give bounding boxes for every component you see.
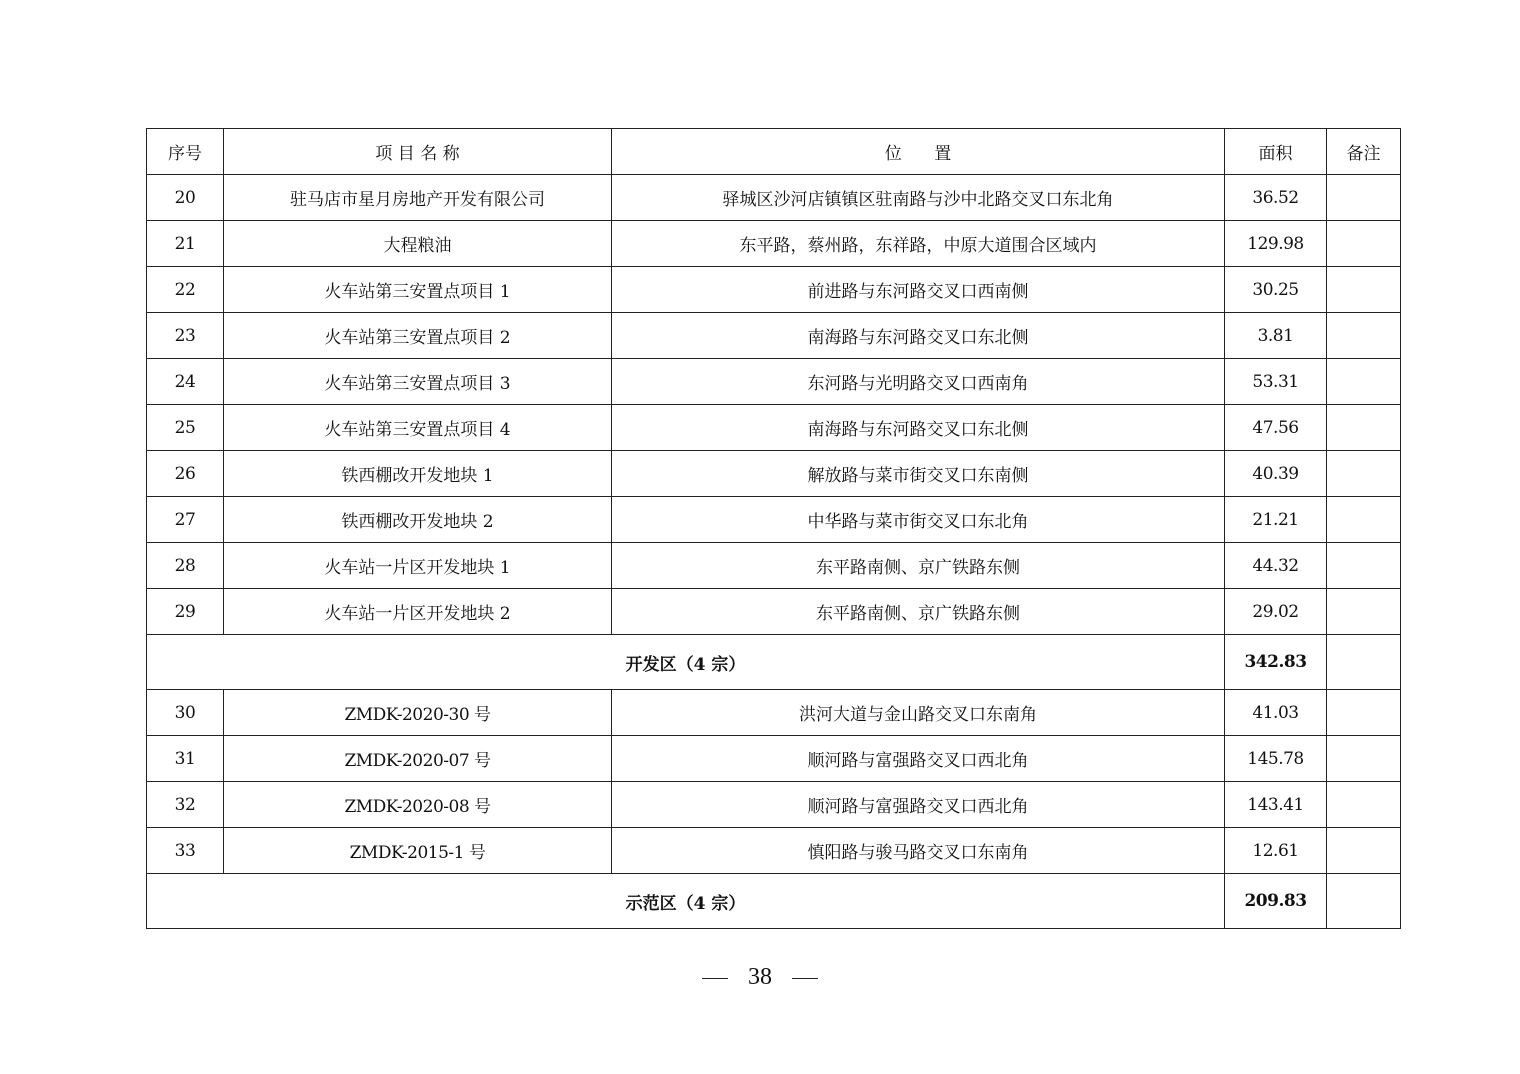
subtotal-label: 开发区（4 宗） — [147, 635, 1225, 690]
cell-remark — [1327, 782, 1401, 828]
header-name: 项 目 名 称 — [224, 129, 612, 175]
footer-dash-right — [792, 978, 818, 979]
cell-area: 3.81 — [1225, 313, 1327, 359]
cell-remark — [1327, 736, 1401, 782]
cell-name: 火车站第三安置点项目 3 — [224, 359, 612, 405]
cell-location: 中华路与菜市街交叉口东北角 — [612, 497, 1225, 543]
cell-seq: 20 — [147, 175, 224, 221]
table-row — [147, 221, 1401, 267]
cell-seq: 23 — [147, 313, 224, 359]
cell-location: 前进路与东河路交叉口西南侧 — [612, 267, 1225, 313]
table-header-row — [147, 129, 1401, 175]
cell-remark — [1327, 359, 1401, 405]
cell-remark — [1327, 690, 1401, 736]
cell-seq: 24 — [147, 359, 224, 405]
cell-location: 东平路南侧、京广铁路东侧 — [612, 589, 1225, 635]
table-row — [147, 497, 1401, 543]
cell-location: 东河路与光明路交叉口西南角 — [612, 359, 1225, 405]
cell-name: ZMDK-2015-1 号 — [224, 828, 612, 874]
footer-dash-left — [702, 978, 728, 979]
cell-name: 火车站第三安置点项目 1 — [224, 267, 612, 313]
header-location: 位 置 — [612, 129, 1225, 175]
subtotal-label: 示范区（4 宗） — [147, 874, 1225, 929]
header-seq: 序号 — [147, 129, 224, 175]
cell-name: 驻马店市星月房地产开发有限公司 — [224, 175, 612, 221]
cell-location: 洪河大道与金山路交叉口东南角 — [612, 690, 1225, 736]
cell-area: 145.78 — [1225, 736, 1327, 782]
cell-location: 驿城区沙河店镇镇区驻南路与沙中北路交叉口东北角 — [612, 175, 1225, 221]
cell-area: 36.52 — [1225, 175, 1327, 221]
cell-area: 29.02 — [1225, 589, 1327, 635]
table-row — [147, 313, 1401, 359]
table-row — [147, 267, 1401, 313]
cell-remark — [1327, 267, 1401, 313]
cell-seq: 30 — [147, 690, 224, 736]
cell-seq: 33 — [147, 828, 224, 874]
land-table — [146, 128, 1401, 929]
cell-name: 火车站第三安置点项目 4 — [224, 405, 612, 451]
cell-area: 47.56 — [1225, 405, 1327, 451]
cell-area: 41.03 — [1225, 690, 1327, 736]
cell-name: 火车站一片区开发地块 1 — [224, 543, 612, 589]
header-area: 面积 — [1225, 129, 1327, 175]
subtotal-row-demonstration-zone — [147, 874, 1401, 929]
cell-area: 44.32 — [1225, 543, 1327, 589]
cell-seq: 21 — [147, 221, 224, 267]
cell-seq: 27 — [147, 497, 224, 543]
cell-location: 南海路与东河路交叉口东北侧 — [612, 405, 1225, 451]
table-row — [147, 828, 1401, 874]
cell-name: 铁西棚改开发地块 1 — [224, 451, 612, 497]
cell-area: 12.61 — [1225, 828, 1327, 874]
cell-name: 火车站一片区开发地块 2 — [224, 589, 612, 635]
cell-area: 143.41 — [1225, 782, 1327, 828]
subtotal-remark — [1327, 635, 1401, 690]
cell-remark — [1327, 828, 1401, 874]
cell-seq: 29 — [147, 589, 224, 635]
table-row — [147, 405, 1401, 451]
cell-remark — [1327, 175, 1401, 221]
subtotal-remark — [1327, 874, 1401, 929]
cell-name: ZMDK-2020-30 号 — [224, 690, 612, 736]
cell-seq: 26 — [147, 451, 224, 497]
cell-remark — [1327, 313, 1401, 359]
cell-seq: 28 — [147, 543, 224, 589]
cell-area: 40.39 — [1225, 451, 1327, 497]
table-row — [147, 736, 1401, 782]
table-row — [147, 359, 1401, 405]
table-row — [147, 543, 1401, 589]
cell-area: 129.98 — [1225, 221, 1327, 267]
header-remark: 备注 — [1327, 129, 1401, 175]
cell-seq: 31 — [147, 736, 224, 782]
cell-name: 火车站第三安置点项目 2 — [224, 313, 612, 359]
cell-location: 顺河路与富强路交叉口西北角 — [612, 736, 1225, 782]
cell-area: 53.31 — [1225, 359, 1327, 405]
cell-location: 南海路与东河路交叉口东北侧 — [612, 313, 1225, 359]
cell-name: 铁西棚改开发地块 2 — [224, 497, 612, 543]
subtotal-area: 209.83 — [1225, 874, 1327, 929]
cell-seq: 22 — [147, 267, 224, 313]
cell-location: 解放路与菜市街交叉口东南侧 — [612, 451, 1225, 497]
cell-remark — [1327, 405, 1401, 451]
cell-location: 东平路南侧、京广铁路东侧 — [612, 543, 1225, 589]
cell-seq: 25 — [147, 405, 224, 451]
page-number: 38 — [748, 964, 772, 990]
table-row — [147, 589, 1401, 635]
cell-remark — [1327, 451, 1401, 497]
cell-area: 30.25 — [1225, 267, 1327, 313]
cell-remark — [1327, 497, 1401, 543]
cell-location: 东平路，蔡州路，东祥路，中原大道围合区域内 — [612, 221, 1225, 267]
cell-remark — [1327, 589, 1401, 635]
table-row — [147, 690, 1401, 736]
land-table-container — [146, 128, 1400, 929]
cell-seq: 32 — [147, 782, 224, 828]
cell-name: ZMDK-2020-07 号 — [224, 736, 612, 782]
cell-remark — [1327, 543, 1401, 589]
table-row — [147, 782, 1401, 828]
page-footer — [0, 964, 1520, 991]
cell-remark — [1327, 221, 1401, 267]
table-row — [147, 451, 1401, 497]
cell-name: 大程粮油 — [224, 221, 612, 267]
subtotal-row-development-zone — [147, 635, 1401, 690]
table-row — [147, 175, 1401, 221]
cell-location: 慎阳路与骏马路交叉口东南角 — [612, 828, 1225, 874]
cell-area: 21.21 — [1225, 497, 1327, 543]
subtotal-area: 342.83 — [1225, 635, 1327, 690]
cell-name: ZMDK-2020-08 号 — [224, 782, 612, 828]
cell-location: 顺河路与富强路交叉口西北角 — [612, 782, 1225, 828]
